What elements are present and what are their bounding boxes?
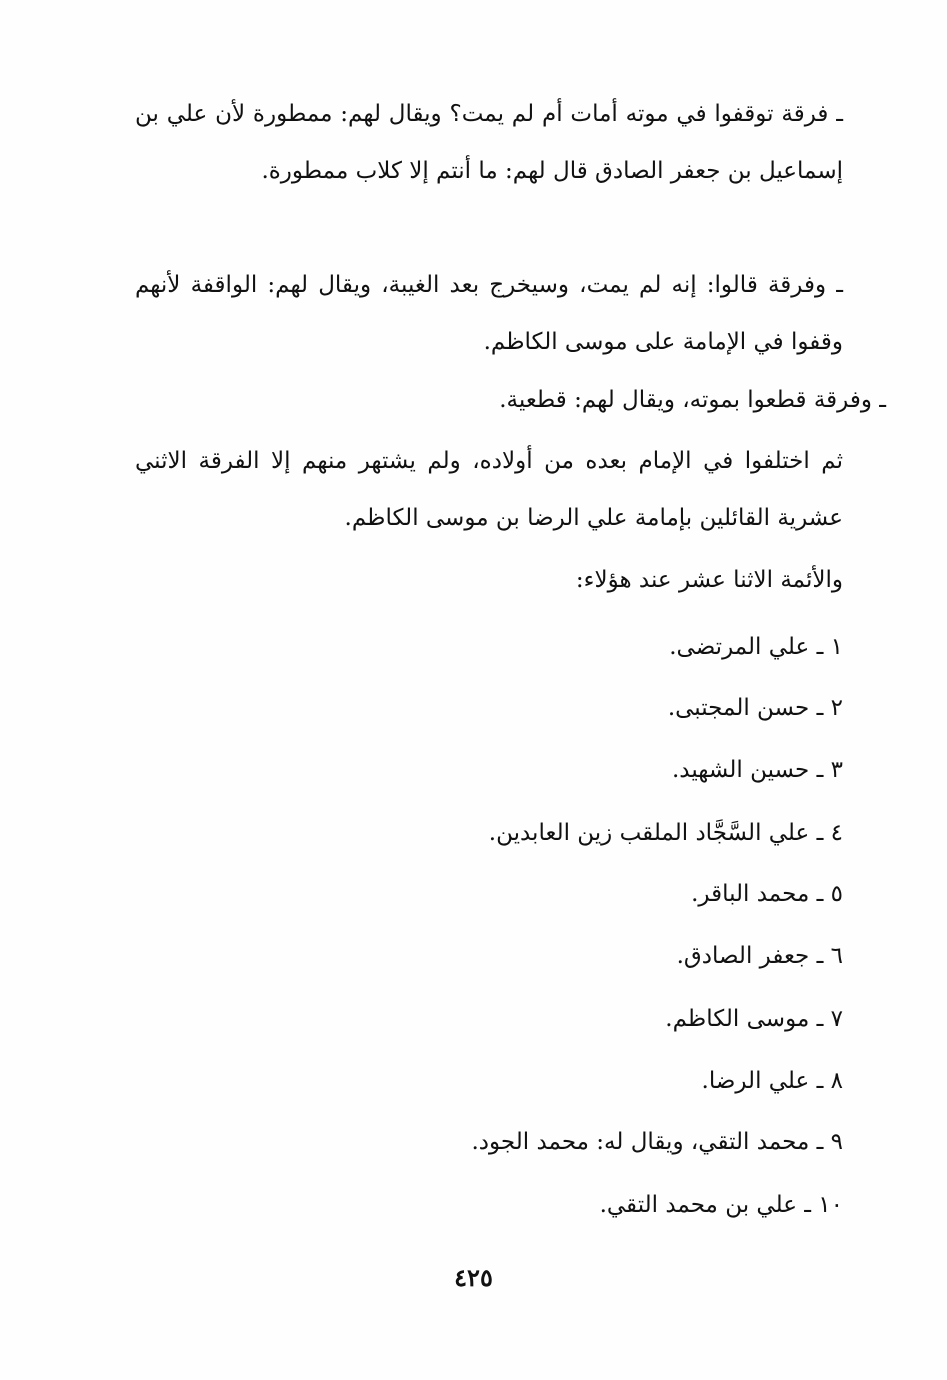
paragraph-text: ـ فرقة توقفوا في موته أمات أم لم يمت؟ ويقال لهم: ممطورة لأن علي بن إسماعيل بن جعفر الصادق قال لهم: ما أنتم إلا كلاب ممطورة. [135,101,843,184]
list-item: ٤ ـ علي السَّجَّاد الملقب زين العابدين. [488,820,843,846]
list-item: ٧ ـ موسى الكاظم. [665,1006,843,1032]
paragraph-qatiyya: ـ وفرقة قطعوا بموته، ويقال لهم: قطعية. [499,387,886,413]
paragraph-waqifa [135,257,843,371]
list-item: ٩ ـ محمد التقي، ويقال له: محمد الجود. [471,1129,843,1155]
paragraph-ithna-ashariyya [135,433,843,547]
imams-intro: والأئمة الاثنا عشر عند هؤلاء: [575,567,843,593]
paragraph-text: ـ وفرقة قالوا: إنه لم يمت، وسيخرج بعد الغيبة، ويقال لهم: الواقفة لأنهم وقفوا في الإمامة على موسى الكاظم. [135,272,843,355]
list-item: ٨ ـ علي الرضا. [701,1068,843,1094]
paragraph-text: ثم اختلفوا في الإمام بعده من أولاده، ولم يشتهر منهم إلا الفرقة الاثني عشرية القائلين بإمامة علي الرضا بن موسى الكاظم. [135,448,843,531]
list-item: ٣ ـ حسين الشهيد. [671,757,843,783]
list-item: ٦ ـ جعفر الصادق. [676,943,843,969]
list-item: ١ ـ علي المرتضى. [669,634,843,660]
page-number: ٤٢٥ [454,1263,493,1292]
paragraph-mamtura [135,86,843,200]
list-item: ٥ ـ محمد الباقر. [691,881,843,907]
list-item: ٢ ـ حسن المجتبى. [667,695,843,721]
list-item: ١٠ ـ علي بن محمد التقي. [599,1192,843,1218]
